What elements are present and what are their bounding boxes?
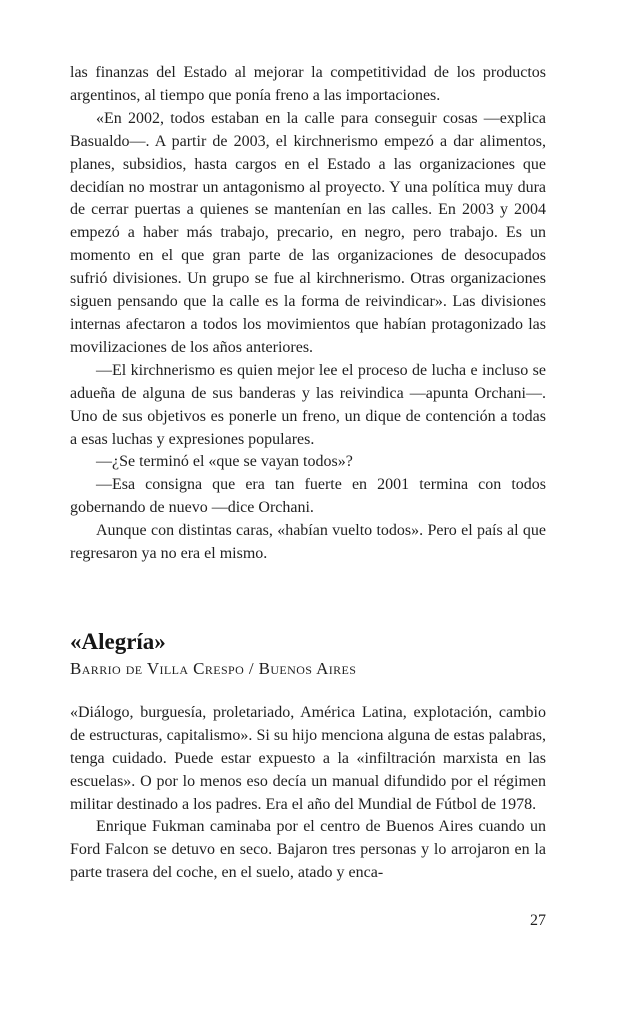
paragraph-2: «En 2002, todos estaban en la calle para conseguir cosas —explica Basualdo—. A partir de 2003, el kirchnerismo empezó a dar alimentos, planes, subsidios, hasta cargos en el Estado a las organizaciones que decidían no mostrar un antagonismo al proyecto. Y una política muy dura de cerrar puertas a quienes se mantenían en las calles. En 2003 y 2004 empezó a haber más trabajo, precario, en negro, pero trabajo. Es un momento en el que gran parte de las organizaciones de desocupados sufrió divisiones. Un grupo se fue al kirchnerismo. Otras organizaciones siguen pensando que la calle es la forma de reivindicar». Las divisiones internas afectaron a todos los movimientos que habían protagonizado las movilizaciones de los años anteriores. — [70, 109, 546, 356]
body-text-top — [70, 62, 546, 566]
page-number: 27 — [530, 912, 546, 929]
book-page — [70, 62, 546, 885]
section-title: «Alegría» — [70, 628, 166, 654]
subtitle-spacer — [70, 680, 546, 702]
body-text-section — [70, 702, 546, 885]
section-paragraph-2: Enrique Fukman caminaba por el centro de Buenos Aires cuando un Ford Falcon se detuvo en seco. Bajaron tres personas y lo arrojaron en la parte trasera del coche, en el suelo, atado y enca- — [70, 818, 546, 882]
paragraph-5: —Esa consigna que era tan fuerte en 2001 termina con todos gobernando de nuevo —dice Orchani. — [70, 476, 546, 517]
paragraph-4: —¿Se terminó el «que se vayan todos»? — [96, 453, 353, 471]
paragraph-6: Aunque con distintas caras, «habían vuelto todos». Pero el país al que regresaron ya no era el mismo. — [70, 522, 546, 563]
section-paragraph-1: «Diálogo, burguesía, proletariado, América Latina, explotación, cambio de estructuras, capitalismo». Si su hijo menciona alguna de estas palabras, tenga cuidado. Puede estar expuesto a la «infiltración marxista en las escuelas». O por lo menos eso decía un manual difundido por el régimen militar destinado a los padres. Era el año del Mundial de Fútbol de 1978. — [70, 703, 546, 813]
section-spacer — [70, 566, 546, 628]
paragraph-3: —El kirchnerismo es quien mejor lee el proceso de lucha e incluso se adueña de alguna de sus banderas y las reivindica —apunta Orchani—. Uno de sus objetivos es ponerle un freno, un dique de contención a todas a esas luchas y expresiones populares. — [70, 361, 546, 448]
paragraph-1: las finanzas del Estado al mejorar la competitividad de los productos argentinos, al tiempo que ponía freno a las importaciones. — [70, 64, 546, 104]
section-subtitle: Barrio de Villa Crespo / Buenos Aires — [70, 658, 357, 678]
